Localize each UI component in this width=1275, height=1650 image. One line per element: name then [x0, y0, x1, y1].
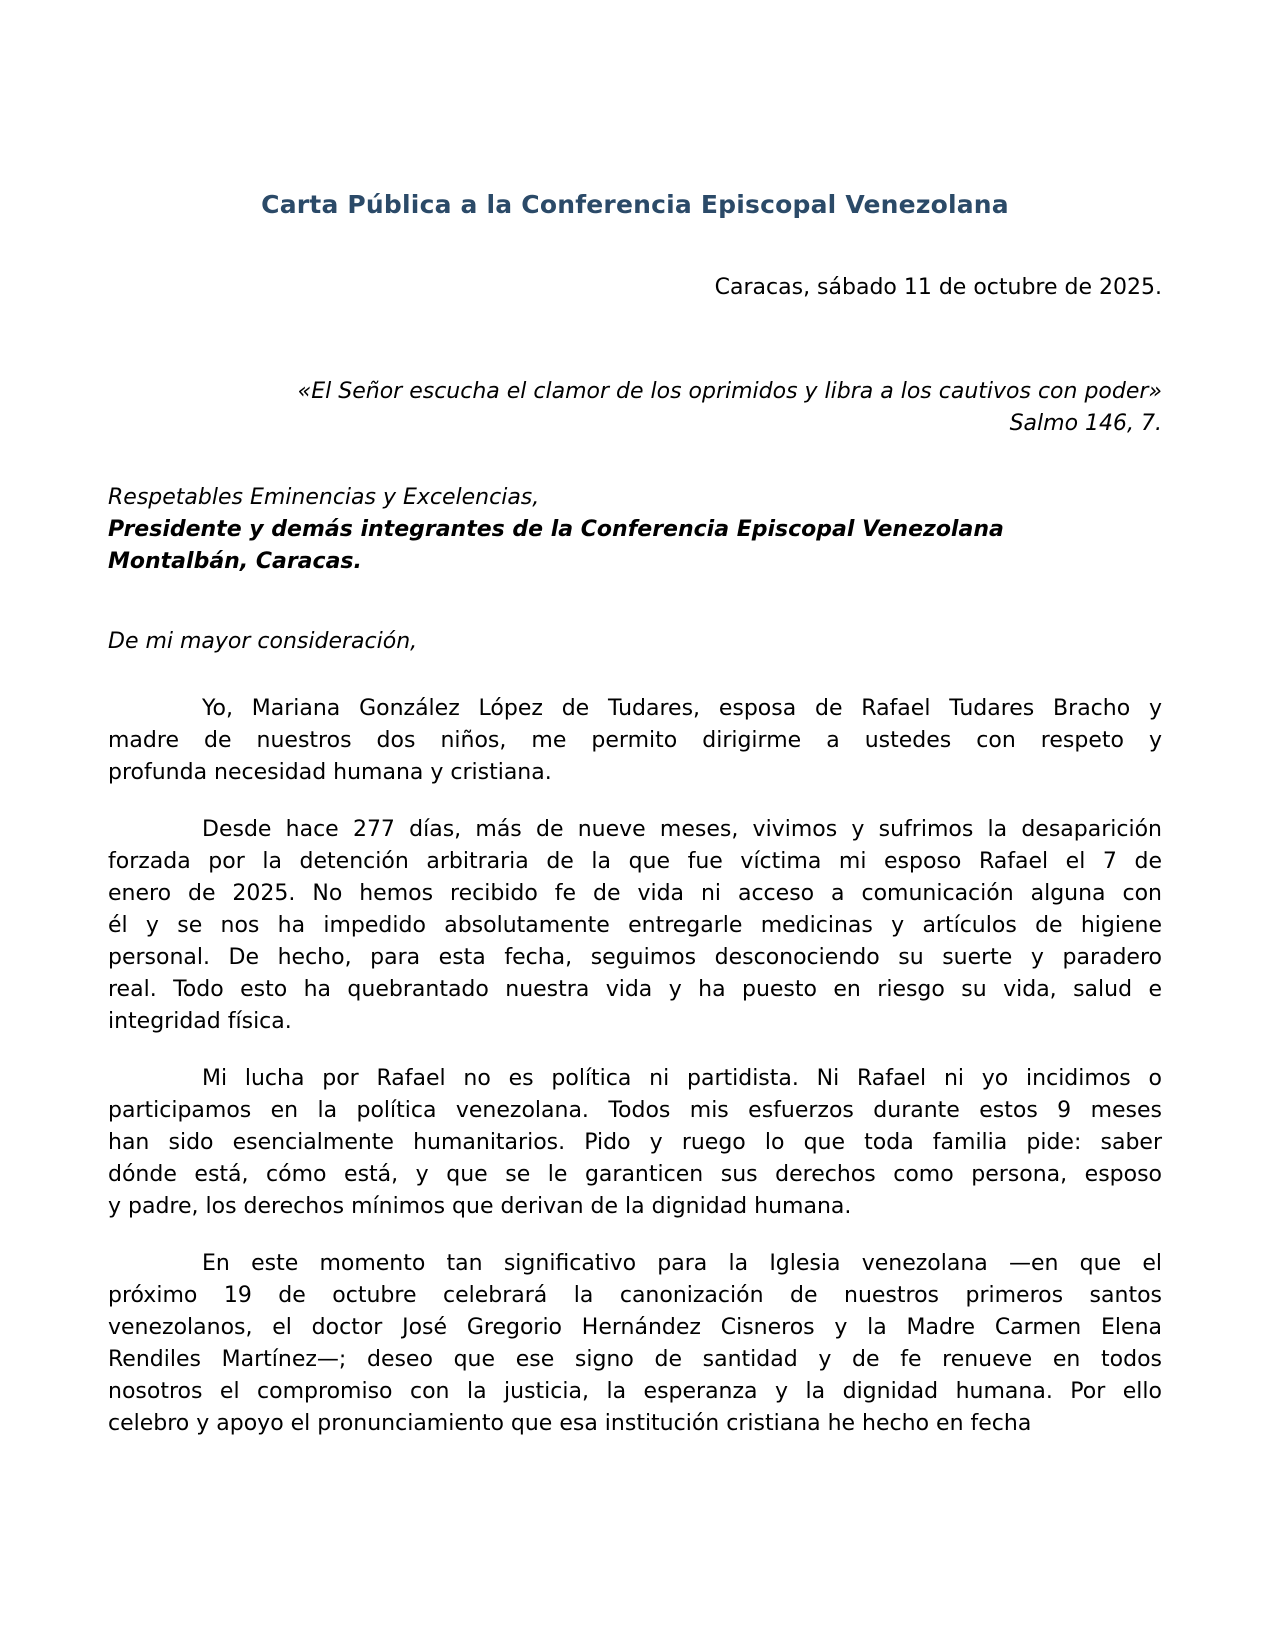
paragraph-line: él y se nos ha impedido absolutamente entregarle medicinas y artículos de higiene — [108, 913, 1162, 938]
paragraph-line: integridad física. — [108, 1009, 292, 1034]
paragraph-line: Mi lucha por Rafael no es política ni partidista. Ni Rafael ni yo incidimos o — [202, 1066, 1162, 1091]
paragraph-line: personal. De hecho, para esta fecha, seguimos desconociendo su suerte y paradero — [108, 945, 1162, 970]
paragraph-line: Rendiles Martínez—; deseo que ese signo de santidad y de fe renueve en todos — [108, 1347, 1162, 1372]
epigraph-source: Salmo 146, 7. — [1009, 411, 1162, 436]
paragraph-line: dónde está, cómo está, y que se le garanticen sus derechos como persona, esposo — [108, 1162, 1162, 1187]
recipient-line-3: Montalbán, Caracas. — [108, 549, 362, 574]
epigraph — [108, 376, 1162, 440]
paragraph-line: celebro y apoyo el pronunciamiento que esa institución cristiana he hecho en fecha — [108, 1411, 1032, 1436]
recipient-block — [108, 482, 1162, 578]
paragraph-line: forzada por la detención arbitraria de la que fue víctima mi esposo Rafael el 7 de — [108, 849, 1162, 874]
paragraph-line: madre de nuestros dos niños, me permito dirigirme a ustedes con respeto y — [108, 728, 1162, 753]
paragraph-line: profunda necesidad humana y cristiana. — [108, 760, 552, 785]
paragraph-line: Desde hace 277 días, más de nueve meses, vivimos y sufrimos la desaparición — [202, 817, 1162, 842]
dateline: Caracas, sábado 11 de octubre de 2025. — [714, 275, 1162, 300]
body-paragraph-2 — [108, 814, 1162, 1038]
paragraph-line: En este momento tan significativo para la Iglesia venezolana —en que el — [202, 1251, 1162, 1276]
paragraph-line: venezolanos, el doctor José Gregorio Hernández Cisneros y la Madre Carmen Elena — [108, 1315, 1162, 1340]
paragraph-line: nosotros el compromiso con la justicia, la esperanza y la dignidad humana. Por ello — [108, 1379, 1162, 1404]
paragraph-line: han sido esencialmente humanitarios. Pido y ruego lo que toda familia pide: saber — [108, 1130, 1162, 1155]
salutation: De mi mayor consideración, — [108, 629, 418, 654]
page-title: Carta Pública a la Conferencia Episcopal Venezolana — [261, 190, 1009, 219]
paragraph-line: Yo, Mariana González López de Tudares, esposa de Rafael Tudares Bracho y — [202, 696, 1162, 721]
paragraph-line: real. Todo esto ha quebrantado nuestra vida y ha puesto en riesgo su vida, salud e — [108, 977, 1162, 1002]
body-paragraph-1 — [108, 693, 1162, 789]
epigraph-quote: «El Señor escucha el clamor de los oprimidos y libra a los cautivos con poder» — [297, 379, 1162, 404]
paragraph-line: próximo 19 de octubre celebrará la canonización de nuestros primeros santos — [108, 1283, 1162, 1308]
body-paragraph-3 — [108, 1063, 1162, 1223]
paragraph-line: y padre, los derechos mínimos que derivan de la dignidad humana. — [108, 1194, 852, 1219]
recipient-line-2: Presidente y demás integrantes de la Conferencia Episcopal Venezolana — [108, 517, 1004, 542]
paragraph-line: enero de 2025. No hemos recibido fe de vida ni acceso a comunicación alguna con — [108, 881, 1162, 906]
paragraph-line: participamos en la política venezolana. Todos mis esfuerzos durante estos 9 meses — [108, 1098, 1162, 1123]
body-paragraph-4 — [108, 1248, 1162, 1440]
recipient-line-1: Respetables Eminencias y Excelencias, — [108, 485, 540, 510]
